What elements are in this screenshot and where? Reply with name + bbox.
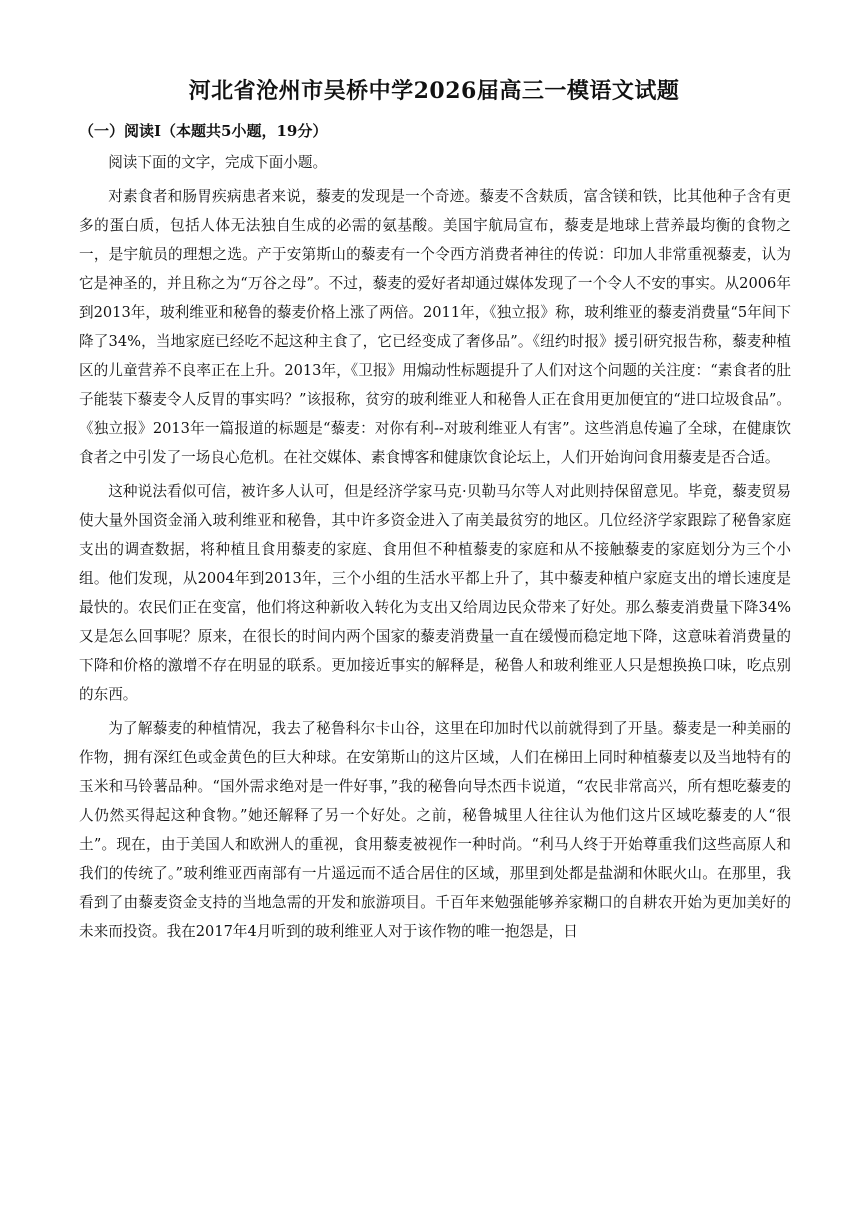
instruction-paragraph: 阅读下面的文字，完成下面小题。 — [108, 154, 328, 171]
passage-paragraph: 对素食者和肠胃疾病患者来说，藜麦的发现是一个奇迹。藜麦不含麸质，富含镁和铁，比其他种子含有更多的蛋白质，包括人体无法独自生成的必需的氨基酸。美国宇航局宣布，藜麦是地球上营养最均衡的食物之一，是宇航员的理想之选。产于安第斯山的藜麦有一个令西方消费者神往的传说：印加人非常重视藜麦，认为它是神圣的，并且称之为“万谷之母”。不过，藜麦的爱好者却通过媒体发现了一个令人不安的事实。从2006年到2013年，玻利维亚和秘鲁的藜麦价格上涨了两倍。2011年，《独立报》称，玻利维亚的藜麦消费量“5年间下降了34%，当地家庭已经吃不起这种主食了，它已经变成了奢侈品”。《纽约时报》援引研究报告称，藜麦种植区的儿童营养不良率正在上升。2013年，《卫报》用煽动性标题提升了人们对这个问题的关注度：“素食者的肚子能装下藜麦令人反胃的事实吗？”该报称，贫穷的玻利维亚人和秘鲁人正在食用更加便宜的“进口垃圾食品”。《独立报》2013年一篇报道的标题是“藜麦：对你有利--对玻利维亚人有害”。这些消息传遍了全球，在健康饮食者之中引发了一场良心危机。在社交媒体、素食博客和健康饮食论坛上，人们开始询问食用藜麦是否合适。 — [79, 188, 791, 466]
reading-passage — [79, 148, 791, 951]
section-heading: （一）阅读Ⅰ（本题共5小题，19分） — [79, 122, 328, 140]
passage-paragraph: 这种说法看似可信，被许多人认可，但是经济学家马克·贝勒马尔等人对此则持保留意见。毕竟，藜麦贸易使大量外国资金涌入玻利维亚和秘鲁，其中许多资金进入了南美最贫穷的地区。几位经济学家跟踪了秘鲁家庭支出的调查数据，将种植且食用藜麦的家庭、食用但不种植藜麦的家庭和从不接触藜麦的家庭划分为三个小组。他们发现，从2004年到2013年，三个小组的生活水平都上升了，其中藜麦种植户家庭支出的增长速度是最快的。农民们正在变富，他们将这种新收入转化为支出又给周边民众带来了好处。那么藜麦消费量下降34%又是怎么回事呢？原来，在很长的时间内两个国家的藜麦消费量一直在缓慢而稳定地下降，这意味着消费量的下降和价格的激增不存在明显的联系。更加接近事实的解释是，秘鲁人和玻利维亚人只是想换换口味，吃点别的东西。 — [79, 483, 791, 703]
document-title: 河北省沧州市吴桥中学2026届高三一模语文试题 — [188, 78, 680, 104]
passage-paragraph: 为了解藜麦的种植情况，我去了秘鲁科尔卡山谷，这里在印加时代以前就得到了开垦。藜麦是一种美丽的作物，拥有深红色或金黄色的巨大种球。在安第斯山的这片区域，人们在梯田上同时种植藜麦以及当地特有的玉米和马铃薯品种。“国外需求绝对是一件好事，”我的秘鲁向导杰西卡说道，“农民非常高兴，所有想吃藜麦的人仍然买得起这种食物。”她还解释了另一个好处。之前，秘鲁城里人往往认为他们这片区域吃藜麦的人“很土”。现在，由于美国人和欧洲人的重视，食用藜麦被视作一种时尚。“利马人终于开始尊重我们这些高原人和我们的传统了。”玻利维亚西南部有一片遥远而不适合居住的区域，那里到处都是盐湖和休眠火山。在那里，我看到了由藜麦资金支持的当地急需的开发和旅游项目。千百年来勉强能够养家糊口的自耕农开始为更加美好的未来而投资。我在2017年4月听到的玻利维亚人对于该作物的唯一抱怨是，日 — [79, 720, 791, 940]
